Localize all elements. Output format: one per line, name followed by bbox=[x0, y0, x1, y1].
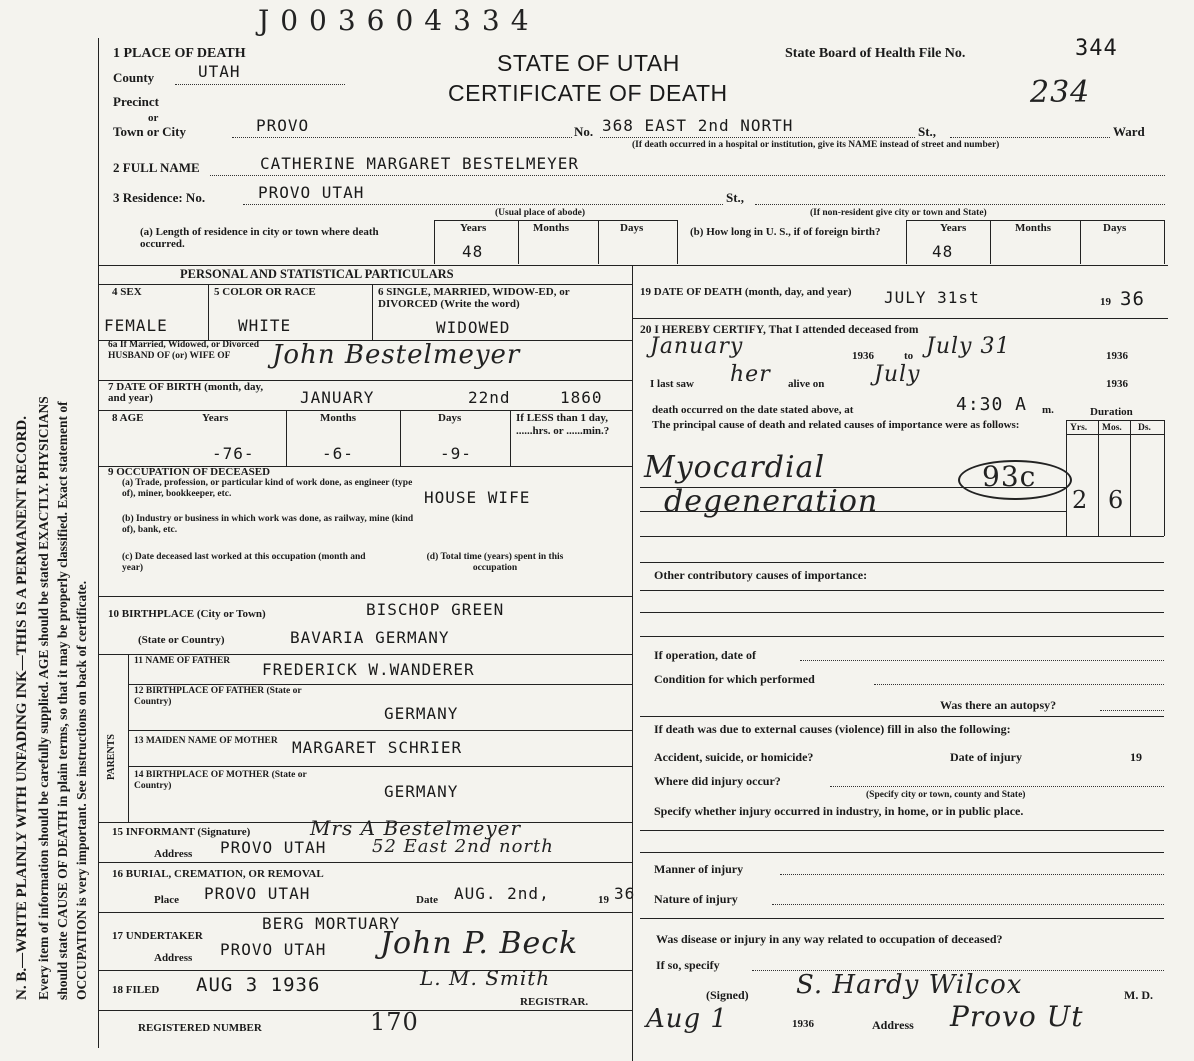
full-name-label: 2 FULL NAME bbox=[113, 160, 200, 175]
autopsy-label: Was there an autopsy? bbox=[940, 698, 1057, 712]
street-value: 368 EAST 2nd NORTH bbox=[602, 116, 794, 135]
informant-label: 15 INFORMANT (Signature) bbox=[112, 826, 251, 838]
column-divider bbox=[632, 266, 633, 1061]
other-causes-label: Other contributory causes of importance: bbox=[654, 568, 868, 582]
full-name-value: CATHERINE MARGARET BESTELMEYER bbox=[260, 154, 579, 173]
informant-signature: Mrs A Bestelmeyer bbox=[310, 816, 522, 840]
sidebar-instructions bbox=[6, 40, 96, 1000]
undertaker-label: 17 UNDERTAKER bbox=[112, 930, 203, 942]
physician-signature: S. Hardy Wilcox bbox=[796, 970, 1023, 1000]
burial-date-label: Date bbox=[416, 894, 438, 906]
birthplace-label: 10 BIRTHPLACE (City or Town) bbox=[108, 608, 266, 620]
dob-label: 7 DATE OF BIRTH (month, day, and year) bbox=[108, 381, 264, 404]
color-label: 5 COLOR OR RACE bbox=[214, 286, 316, 298]
mother-birthplace: GERMANY bbox=[384, 782, 459, 801]
if-so-specify-label: If so, specify bbox=[656, 958, 720, 972]
residence-value: PROVO UTAH bbox=[258, 183, 365, 202]
spouse-signature: John Bestelmeyer bbox=[272, 340, 521, 370]
father-birthplace-label: 12 BIRTHPLACE OF FATHER (State or Country) bbox=[134, 686, 302, 707]
frame-left bbox=[98, 38, 99, 1048]
personal-heading: PERSONAL AND STATISTICAL PARTICULARS bbox=[180, 267, 454, 281]
document-number: J003604334 bbox=[258, 4, 540, 37]
color-value: WHITE bbox=[238, 316, 292, 335]
usual-abode-note: (Usual place of abode) bbox=[495, 208, 585, 218]
attended-to-handwritten: July 31 bbox=[926, 334, 1011, 359]
attended-to-label: to bbox=[904, 350, 914, 362]
duration-years-value: 2 bbox=[1072, 486, 1089, 514]
ward-label: Ward bbox=[1113, 124, 1145, 139]
father-label: 11 NAME OF FATHER bbox=[134, 656, 231, 666]
principal-cause-label: The principal cause of death and related causes of importance were as follows: bbox=[652, 419, 1020, 431]
dob-day: 22nd bbox=[468, 388, 511, 407]
mother-label: 13 MAIDEN NAME OF MOTHER bbox=[134, 736, 278, 746]
burial-year-prefix: 19 bbox=[598, 894, 609, 906]
death-time: 4:30 A bbox=[956, 394, 1028, 415]
sidebar-line-3: should state CAUSE OF DEATH in plain terms, so that it may be properly classified. Exact statement of bbox=[55, 401, 70, 1000]
nonresident-note: (If non-resident give city or town and State) bbox=[810, 208, 987, 218]
us-years-header: Years bbox=[940, 222, 967, 234]
or-label: or bbox=[148, 112, 159, 124]
informant-address-label: Address bbox=[154, 848, 193, 860]
cause-of-death-line-1: Myocardial bbox=[644, 450, 826, 485]
res-days-header: Days bbox=[620, 222, 644, 234]
sidebar-line-1: N. B.—WRITE PLAINLY WITH UNFADING INK—THIS IS A PERMANENT RECORD. bbox=[14, 416, 30, 1000]
last-saw-label: I last saw bbox=[650, 378, 695, 390]
burial-label: 16 BURIAL, CREMATION, OR REMOVAL bbox=[112, 868, 324, 880]
mother-birthplace-label: 14 BIRTHPLACE OF MOTHER (State or Country) bbox=[134, 770, 307, 791]
certificate-title: CERTIFICATE OF DEATH bbox=[448, 80, 728, 106]
alive-on-label: alive on bbox=[788, 378, 825, 390]
age-less-label: If LESS than 1 day, ......hrs. or ......min.? bbox=[516, 412, 610, 437]
occupation-related-label: Was disease or injury in any way related to occupation of deceased? bbox=[656, 932, 1003, 946]
manner-label: Manner of injury bbox=[654, 862, 744, 876]
residence-label: 3 Residence: No. bbox=[113, 190, 206, 205]
death-occurred-label: death occurred on the date stated above, at bbox=[652, 404, 854, 416]
street-no-label: No. bbox=[574, 124, 594, 139]
age-months-header: Months bbox=[320, 412, 357, 424]
sex-value: FEMALE bbox=[104, 316, 168, 335]
occupation-d-label: (d) Total time (years) spent in this occupation bbox=[426, 552, 564, 573]
sidebar-line-4: OCCUPATION is very important. See instructions on back of certificate. bbox=[74, 580, 89, 1000]
occupation-value: HOUSE WIFE bbox=[424, 488, 531, 507]
father-value: FREDERICK W.WANDERER bbox=[262, 660, 475, 679]
last-saw-handwritten: her bbox=[730, 362, 771, 387]
registered-number: 170 bbox=[370, 1008, 419, 1036]
local-number: 234 bbox=[1030, 75, 1091, 110]
registrar-label: REGISTRAR. bbox=[520, 996, 589, 1008]
section-top-rule bbox=[98, 265, 1168, 266]
marital-value: WIDOWED bbox=[436, 318, 511, 337]
place-of-death-heading: 1 PLACE OF DEATH bbox=[113, 46, 246, 61]
informant-address: PROVO UTAH bbox=[220, 838, 327, 857]
birthplace-state: BAVARIA GERMANY bbox=[290, 628, 450, 647]
signed-label: (Signed) bbox=[706, 988, 749, 1002]
state-title: STATE OF UTAH bbox=[497, 50, 680, 76]
signer-address-handwritten: Provo Ut bbox=[950, 1000, 1084, 1033]
occupation-b-label: (b) Industry or business in which work was done, as railway, mine (kind of), bank, etc. bbox=[122, 514, 414, 535]
registered-number-label: REGISTERED NUMBER bbox=[138, 1022, 262, 1034]
age-months-value: -6- bbox=[322, 444, 354, 463]
md-label: M. D. bbox=[1124, 988, 1153, 1002]
sex-label: 4 SEX bbox=[112, 286, 142, 298]
spouse-label: 6a If Married, Widowed, or Divorced HUSBAND OF (or) WIFE OF bbox=[108, 340, 260, 361]
town-value: PROVO bbox=[256, 116, 310, 135]
dod-year-prefix: 19 bbox=[1100, 296, 1111, 308]
date-of-injury-label: Date of injury bbox=[950, 750, 1022, 764]
duration-label: Duration bbox=[1090, 406, 1133, 418]
informant-address-handwritten: 52 East 2nd north bbox=[372, 836, 554, 857]
condition-label: Condition for which performed bbox=[654, 672, 815, 686]
file-number: 344 bbox=[1075, 36, 1118, 61]
age-label: 8 AGE bbox=[112, 412, 144, 424]
dod-label: 19 DATE OF DEATH (month, day, and year) bbox=[640, 286, 852, 298]
specify-injury-label: Specify whether injury occurred in industry, in home, or in public place. bbox=[654, 804, 1024, 818]
marital-label: 6 SINGLE, MARRIED, WIDOW-ED, or DIVORCED (Write the word) bbox=[378, 286, 570, 310]
duration-ds-header: Ds. bbox=[1138, 423, 1151, 433]
file-number-label: State Board of Health File No. bbox=[785, 46, 966, 61]
mother-value: MARGARET SCHRIER bbox=[292, 738, 463, 757]
county-value: UTAH bbox=[198, 62, 241, 81]
sidebar-line-2: Every item of information should be carefully supplied. AGE should be stated EXACTLY. PHYSICIANS bbox=[36, 396, 51, 1000]
burial-date: AUG. 2nd, bbox=[454, 884, 550, 903]
signer-address-label: Address bbox=[872, 1018, 914, 1032]
accident-label: Accident, suicide, or homicide? bbox=[654, 750, 814, 764]
undertaker-address-label: Address bbox=[154, 952, 193, 964]
alive-on-handwritten: July bbox=[874, 362, 921, 387]
residence-length-label: (a) Length of residence in city or town where death occurred. bbox=[140, 226, 379, 250]
registrar-signature: L. M. Smith bbox=[420, 966, 551, 990]
death-time-suffix: m. bbox=[1042, 404, 1054, 416]
nature-label: Nature of injury bbox=[654, 892, 738, 906]
classification-code: 93c bbox=[982, 460, 1037, 493]
street-st-label: St., bbox=[918, 124, 937, 139]
burial-place: PROVO UTAH bbox=[204, 884, 311, 903]
filed-date-stamp: AUG 3 1936 bbox=[196, 974, 321, 996]
occupation-label: 9 OCCUPATION OF DECEASED bbox=[108, 466, 271, 478]
father-birthplace: GERMANY bbox=[384, 704, 459, 723]
undertaker-value: BERG MORTUARY bbox=[262, 914, 401, 933]
external-causes-label: If death was due to external causes (violence) fill in also the following: bbox=[654, 722, 1011, 736]
operation-label: If operation, date of bbox=[654, 648, 756, 662]
undertaker-signature: John P. Beck bbox=[380, 926, 579, 961]
res-years-header: Years bbox=[460, 222, 487, 234]
age-years-header: Years bbox=[202, 412, 229, 424]
undertaker-address: PROVO UTAH bbox=[220, 940, 327, 959]
res-months-header: Months bbox=[533, 222, 570, 234]
duration-yrs-header: Yrs. bbox=[1070, 423, 1088, 433]
hospital-note: (If death occurred in a hospital or institution, give its NAME instead of street and number) bbox=[632, 140, 1000, 150]
us-months-header: Months bbox=[1015, 222, 1052, 234]
us-days-header: Days bbox=[1103, 222, 1127, 234]
age-days-value: -9- bbox=[440, 444, 472, 463]
res-years-value: 48 bbox=[462, 242, 484, 261]
duration-months-value: 6 bbox=[1108, 486, 1125, 514]
foreign-birth-label: (b) How long in U. S., if of foreign birth? bbox=[690, 226, 881, 238]
birthplace-city: BISCHOP GREEN bbox=[366, 600, 505, 619]
burial-place-label: Place bbox=[154, 894, 180, 906]
date-of-injury-year: 19 bbox=[1130, 750, 1142, 764]
dod-year: 36 bbox=[1120, 288, 1145, 310]
parents-label: PARENTS bbox=[106, 734, 117, 780]
us-years-value: 48 bbox=[932, 242, 954, 261]
duration-mos-header: Mos. bbox=[1102, 423, 1122, 433]
dob-year: 1860 bbox=[560, 388, 603, 407]
attended-to-year: 1936 bbox=[1106, 350, 1128, 362]
birthplace-state-label: (State or Country) bbox=[138, 634, 225, 646]
filed-label: 18 FILED bbox=[112, 984, 160, 996]
signed-date-handwritten: Aug 1 bbox=[646, 1004, 728, 1034]
attended-from-year: 1936 bbox=[852, 350, 874, 362]
alive-on-year: 1936 bbox=[1106, 378, 1128, 390]
attended-from-handwritten: January bbox=[650, 334, 744, 359]
occupation-a-label: (a) Trade, profession, or particular kind of work done, as engineer (type of), miner, bookkeeper, etc. bbox=[122, 478, 413, 499]
signed-year: 1936 bbox=[792, 1018, 814, 1030]
county-label: County bbox=[113, 70, 155, 85]
burial-year: 36 bbox=[614, 884, 636, 903]
residence-st-label: St., bbox=[726, 190, 745, 205]
dob-month: JANUARY bbox=[300, 388, 375, 407]
cause-of-death-line-2: degeneration bbox=[664, 484, 879, 519]
age-days-header: Days bbox=[438, 412, 462, 424]
where-injury-label: Where did injury occur? bbox=[654, 774, 781, 788]
certify-label: 20 I HEREBY CERTIFY, That I attended deceased from bbox=[640, 324, 919, 336]
town-label: Town or City bbox=[113, 124, 186, 139]
occupation-c-label: (c) Date deceased last worked at this occupation (month and year) bbox=[122, 552, 366, 573]
age-years-value: -76- bbox=[212, 444, 255, 463]
where-injury-note: (Specify city or town, county and State) bbox=[866, 790, 1026, 800]
dod-value: JULY 31st bbox=[884, 288, 980, 307]
precinct-label: Precinct bbox=[113, 94, 159, 109]
